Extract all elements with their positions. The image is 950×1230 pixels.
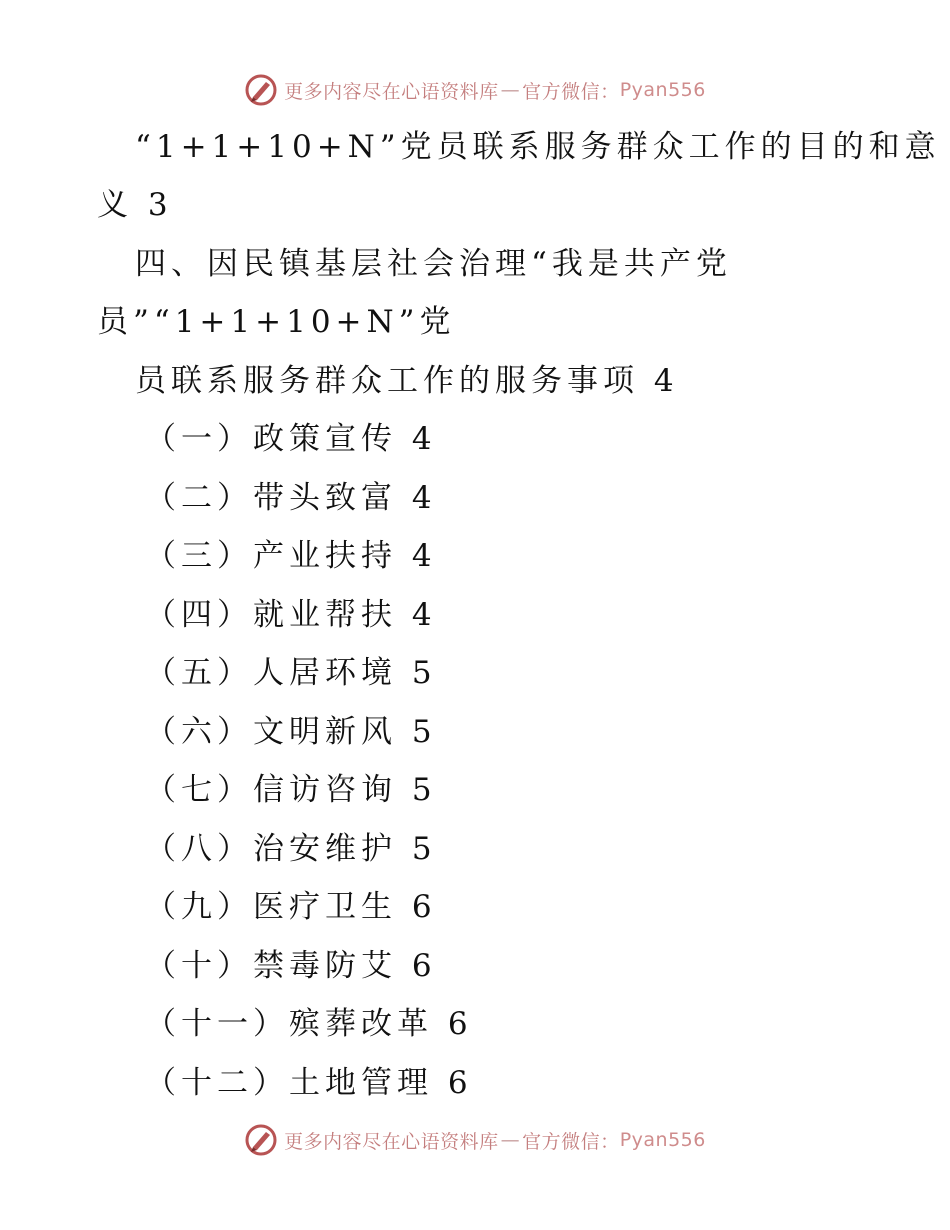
toc-line: （四）就业帮扶 4 xyxy=(145,597,437,633)
watermark-site-text: 更多内容尽在心语资料库 xyxy=(284,1130,499,1153)
toc-line: 义 3 xyxy=(97,187,173,223)
toc-line: （三）产业扶持 4 xyxy=(145,538,437,574)
toc-line: 员联系服务群众工作的服务事项 4 xyxy=(135,363,679,399)
watermark-wechat-label: 官方微信： xyxy=(522,1130,620,1153)
toc-line: （十）禁毒防艾 6 xyxy=(145,948,437,984)
toc-line: 四、因民镇基层社会治理“我是共产党 xyxy=(135,246,732,282)
toc-line: （九）医疗卫生 6 xyxy=(145,889,437,925)
footer-watermark xyxy=(0,1120,950,1160)
toc-line: （二）带头致富 4 xyxy=(145,480,437,516)
toc-line: （十一）殡葬改革 6 xyxy=(145,1006,473,1042)
toc-line: （五）人居环境 5 xyxy=(145,655,437,691)
toc-line: （六）文明新风 5 xyxy=(145,714,437,750)
watermark-wechat-id: Pyan556 xyxy=(619,79,706,101)
toc-line: （十二）土地管理 6 xyxy=(145,1065,473,1101)
pen-logo-icon xyxy=(244,73,278,107)
toc-line: 员”“1+1+10+N”党 xyxy=(97,304,456,340)
watermark-site-text: 更多内容尽在心语资料库 xyxy=(284,80,499,103)
header-watermark xyxy=(0,70,950,110)
watermark-wechat-id: Pyan556 xyxy=(619,1129,706,1151)
toc-line: （八）治安维护 5 xyxy=(145,831,437,867)
pen-logo-icon xyxy=(244,1123,278,1157)
toc-line: （七）信访咨询 5 xyxy=(145,772,437,808)
toc-line: “1+1+10+N”党员联系服务群众工作的目的和意 xyxy=(135,129,941,165)
watermark-separator: — xyxy=(500,79,521,101)
toc-line: （一）政策宣传 4 xyxy=(145,421,437,457)
watermark-separator: — xyxy=(500,1129,521,1151)
watermark-wechat-label: 官方微信： xyxy=(522,80,620,103)
